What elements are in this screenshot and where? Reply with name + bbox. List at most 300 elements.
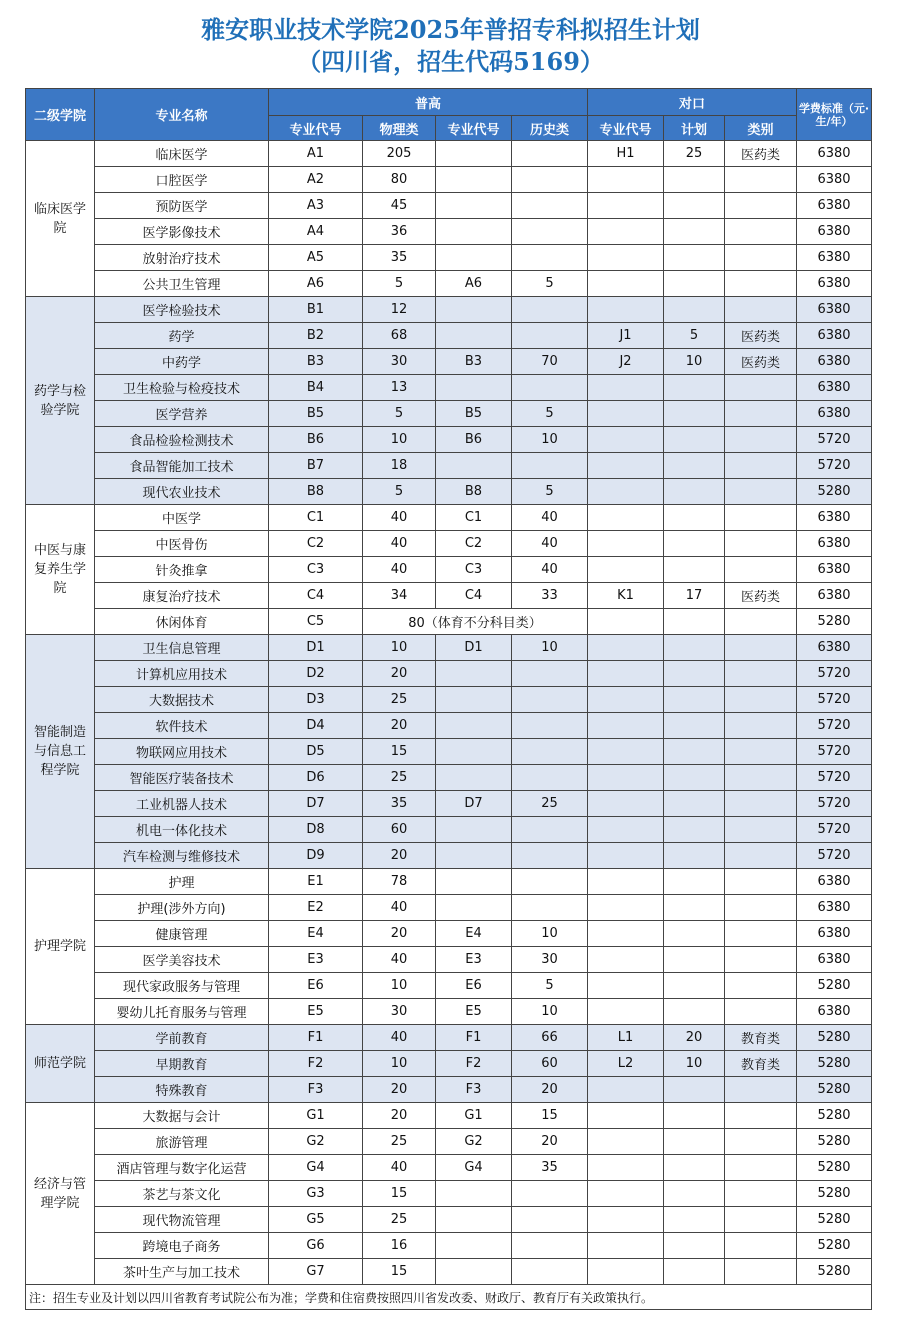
code-history-cell: C3 (436, 557, 512, 583)
table-row (26, 141, 872, 167)
code-vocational-cell (588, 1103, 664, 1129)
fee-cell: 5720 (797, 765, 872, 791)
major-cell: 特殊教育 (95, 1077, 269, 1103)
category-cell (725, 713, 797, 739)
plan-cell (664, 661, 725, 687)
plan-cell (664, 739, 725, 765)
plan-cell (664, 973, 725, 999)
code-vocational-cell (588, 453, 664, 479)
fee-cell: 5280 (797, 1051, 872, 1077)
fee-cell: 6380 (797, 323, 872, 349)
physics-cell: 10 (363, 427, 436, 453)
plan-cell (664, 1077, 725, 1103)
physics-cell: 18 (363, 453, 436, 479)
fee-cell: 5280 (797, 1129, 872, 1155)
history-cell (512, 297, 588, 323)
code-history-cell (436, 193, 512, 219)
header-major: 专业名称 (95, 89, 269, 141)
code-vocational-cell (588, 1207, 664, 1233)
category-cell (725, 895, 797, 921)
category-cell: 教育类 (725, 1025, 797, 1051)
physics-cell: 35 (363, 245, 436, 271)
code-physics-cell: B6 (269, 427, 363, 453)
plan-cell: 25 (664, 141, 725, 167)
college-cell: 药学与检验学院 (26, 297, 95, 505)
physics-cell: 5 (363, 479, 436, 505)
code-physics-cell: D1 (269, 635, 363, 661)
plan-cell (664, 427, 725, 453)
code-history-cell (436, 895, 512, 921)
code-vocational-cell (588, 1259, 664, 1285)
plan-cell (664, 921, 725, 947)
page-title: 雅安职业技术学院2025年普招专科拟招生计划 (201, 15, 700, 44)
history-cell: 15 (512, 1103, 588, 1129)
history-cell (512, 869, 588, 895)
plan-cell (664, 687, 725, 713)
code-history-cell: F1 (436, 1025, 512, 1051)
code-history-cell (436, 1181, 512, 1207)
code-vocational-cell (588, 531, 664, 557)
history-cell (512, 843, 588, 869)
history-cell (512, 375, 588, 401)
plan-cell: 20 (664, 1025, 725, 1051)
fee-cell: 6380 (797, 297, 872, 323)
table-row (26, 661, 872, 687)
fee-cell: 5280 (797, 1025, 872, 1051)
physics-cell: 78 (363, 869, 436, 895)
fee-cell: 5280 (797, 1155, 872, 1181)
code-vocational-cell (588, 609, 664, 635)
history-cell: 40 (512, 557, 588, 583)
plan-cell: 5 (664, 323, 725, 349)
code-vocational-cell (588, 635, 664, 661)
fee-cell: 5720 (797, 817, 872, 843)
code-physics-cell: A6 (269, 271, 363, 297)
fee-cell: 6380 (797, 999, 872, 1025)
physics-cell: 20 (363, 713, 436, 739)
plan-cell (664, 999, 725, 1025)
history-cell (512, 141, 588, 167)
history-cell (512, 323, 588, 349)
code-history-cell (436, 1233, 512, 1259)
code-physics-cell: E1 (269, 869, 363, 895)
table-row (26, 999, 872, 1025)
plan-cell (664, 479, 725, 505)
college-cell: 中医与康复养生学院 (26, 505, 95, 635)
physics-cell: 40 (363, 1155, 436, 1181)
code-physics-cell: F1 (269, 1025, 363, 1051)
category-cell (725, 661, 797, 687)
table-row (26, 843, 872, 869)
code-vocational-cell (588, 687, 664, 713)
physics-cell: 5 (363, 271, 436, 297)
history-cell: 33 (512, 583, 588, 609)
header-code-vocational: 专业代号 (588, 116, 664, 141)
code-history-cell: F3 (436, 1077, 512, 1103)
table-row (26, 349, 872, 375)
category-cell (725, 531, 797, 557)
code-history-cell: D1 (436, 635, 512, 661)
code-history-cell: F2 (436, 1051, 512, 1077)
history-cell: 5 (512, 271, 588, 297)
code-history-cell: B5 (436, 401, 512, 427)
plan-cell (664, 713, 725, 739)
plan-cell (664, 895, 725, 921)
code-physics-cell: C4 (269, 583, 363, 609)
code-vocational-cell: J1 (588, 323, 664, 349)
fee-cell: 6380 (797, 349, 872, 375)
code-history-cell (436, 375, 512, 401)
major-cell: 现代农业技术 (95, 479, 269, 505)
header-code-physics: 专业代号 (269, 116, 363, 141)
college-cell: 师范学院 (26, 1025, 95, 1103)
category-cell (725, 297, 797, 323)
physics-cell: 20 (363, 921, 436, 947)
code-physics-cell: A3 (269, 193, 363, 219)
history-cell (512, 1181, 588, 1207)
code-physics-cell: G4 (269, 1155, 363, 1181)
code-vocational-cell (588, 1129, 664, 1155)
header-fee: 学费标准（元·生/年） (797, 89, 872, 141)
category-cell (725, 791, 797, 817)
history-cell: 30 (512, 947, 588, 973)
code-physics-cell: E5 (269, 999, 363, 1025)
category-cell (725, 1181, 797, 1207)
code-history-cell (436, 1259, 512, 1285)
major-cell: 茶叶生产与加工技术 (95, 1259, 269, 1285)
major-cell: 康复治疗技术 (95, 583, 269, 609)
table-row (26, 973, 872, 999)
table-body (26, 141, 872, 1310)
code-physics-cell: C5 (269, 609, 363, 635)
code-history-cell (436, 765, 512, 791)
plan-cell (664, 401, 725, 427)
code-vocational-cell (588, 479, 664, 505)
code-history-cell (436, 843, 512, 869)
physics-cell: 25 (363, 765, 436, 791)
page-subtitle: （四川省，招生代码5169） (297, 47, 604, 76)
plan-cell (664, 1259, 725, 1285)
major-cell: 临床医学 (95, 141, 269, 167)
plan-cell (664, 765, 725, 791)
history-cell: 40 (512, 505, 588, 531)
code-history-cell (436, 219, 512, 245)
fee-cell: 6380 (797, 869, 872, 895)
plan-cell (664, 297, 725, 323)
physics-cell: 25 (363, 1129, 436, 1155)
table-row (26, 947, 872, 973)
code-history-cell: A6 (436, 271, 512, 297)
code-physics-cell: D8 (269, 817, 363, 843)
table-row (26, 1259, 872, 1285)
category-cell (725, 999, 797, 1025)
code-history-cell: B3 (436, 349, 512, 375)
history-cell (512, 219, 588, 245)
code-physics-cell: D9 (269, 843, 363, 869)
table-row (26, 1181, 872, 1207)
plan-cell (664, 245, 725, 271)
history-cell (512, 1233, 588, 1259)
table-row (26, 219, 872, 245)
physics-cell: 40 (363, 1025, 436, 1051)
fee-cell: 6380 (797, 505, 872, 531)
code-vocational-cell (588, 505, 664, 531)
code-vocational-cell (588, 193, 664, 219)
major-cell: 放射治疗技术 (95, 245, 269, 271)
table-row (26, 1207, 872, 1233)
code-vocational-cell (588, 1233, 664, 1259)
table-row (26, 583, 872, 609)
major-cell: 中医骨伤 (95, 531, 269, 557)
code-history-cell (436, 817, 512, 843)
category-cell (725, 1129, 797, 1155)
plan-cell (664, 947, 725, 973)
table-row (26, 921, 872, 947)
major-cell: 机电一体化技术 (95, 817, 269, 843)
table-row (26, 271, 872, 297)
history-cell: 5 (512, 973, 588, 999)
plan-cell (664, 791, 725, 817)
code-history-cell: G4 (436, 1155, 512, 1181)
code-vocational-cell: L2 (588, 1051, 664, 1077)
table-row (26, 1103, 872, 1129)
history-cell (512, 453, 588, 479)
college-cell: 智能制造与信息工程学院 (26, 635, 95, 869)
fee-cell: 5280 (797, 1077, 872, 1103)
code-history-cell (436, 687, 512, 713)
plan-cell: 17 (664, 583, 725, 609)
history-cell: 66 (512, 1025, 588, 1051)
major-cell: 医学检验技术 (95, 297, 269, 323)
major-cell: 中医学 (95, 505, 269, 531)
table-row (26, 765, 872, 791)
major-cell: 口腔医学 (95, 167, 269, 193)
code-history-cell: C4 (436, 583, 512, 609)
physics-cell: 30 (363, 999, 436, 1025)
header-general: 普高 (269, 89, 588, 116)
code-vocational-cell (588, 297, 664, 323)
physics-cell: 80 (363, 167, 436, 193)
fee-cell: 6380 (797, 193, 872, 219)
physics-cell: 25 (363, 687, 436, 713)
college-cell: 经济与管理学院 (26, 1103, 95, 1285)
code-vocational-cell (588, 921, 664, 947)
category-cell (725, 869, 797, 895)
plan-cell (664, 843, 725, 869)
table-row (26, 557, 872, 583)
footnote: 注：招生专业及计划以四川省教育考试院公布为准；学费和住宿费按照四川省发改委、财政厅、教育厅有关政策执行。 (26, 1285, 872, 1310)
category-cell (725, 843, 797, 869)
history-cell (512, 765, 588, 791)
category-cell (725, 245, 797, 271)
table-row (26, 791, 872, 817)
table-row (26, 1077, 872, 1103)
physics-cell: 40 (363, 557, 436, 583)
code-physics-cell: B8 (269, 479, 363, 505)
fee-cell: 5720 (797, 427, 872, 453)
note-row (26, 1285, 872, 1310)
plan-cell (664, 375, 725, 401)
physics-cell: 10 (363, 1051, 436, 1077)
major-cell: 工业机器人技术 (95, 791, 269, 817)
physics-cell: 36 (363, 219, 436, 245)
physics-cell: 35 (363, 791, 436, 817)
physics-cell: 68 (363, 323, 436, 349)
code-vocational-cell (588, 999, 664, 1025)
code-physics-cell: G3 (269, 1181, 363, 1207)
fee-cell: 5280 (797, 609, 872, 635)
physics-cell: 60 (363, 817, 436, 843)
category-cell (725, 453, 797, 479)
physics-cell: 12 (363, 297, 436, 323)
code-physics-cell: B2 (269, 323, 363, 349)
history-cell: 20 (512, 1077, 588, 1103)
table-row (26, 1233, 872, 1259)
table-row (26, 817, 872, 843)
table-row (26, 479, 872, 505)
table-row (26, 1155, 872, 1181)
code-vocational-cell (588, 791, 664, 817)
college-cell: 临床医学院 (26, 141, 95, 297)
category-cell: 教育类 (725, 1051, 797, 1077)
code-physics-cell: B1 (269, 297, 363, 323)
category-cell (725, 1155, 797, 1181)
history-cell: 5 (512, 401, 588, 427)
plan-cell (664, 635, 725, 661)
history-cell: 10 (512, 999, 588, 1025)
code-history-cell: C2 (436, 531, 512, 557)
physics-cell: 40 (363, 505, 436, 531)
code-physics-cell: E3 (269, 947, 363, 973)
table-row (26, 687, 872, 713)
fee-cell: 6380 (797, 245, 872, 271)
table-row (26, 505, 872, 531)
fee-cell: 6380 (797, 635, 872, 661)
plan-cell (664, 1155, 725, 1181)
code-physics-cell: E6 (269, 973, 363, 999)
table-row (26, 713, 872, 739)
code-history-cell: G1 (436, 1103, 512, 1129)
table-row (26, 427, 872, 453)
code-history-cell (436, 245, 512, 271)
table-row (26, 1025, 872, 1051)
fee-cell: 5280 (797, 1259, 872, 1285)
category-cell: 医药类 (725, 349, 797, 375)
history-cell (512, 245, 588, 271)
code-physics-cell: D2 (269, 661, 363, 687)
plan-cell (664, 609, 725, 635)
major-cell: 学前教育 (95, 1025, 269, 1051)
history-cell: 35 (512, 1155, 588, 1181)
code-history-cell (436, 167, 512, 193)
category-cell (725, 1259, 797, 1285)
fee-cell: 6380 (797, 921, 872, 947)
code-history-cell (436, 713, 512, 739)
category-cell (725, 479, 797, 505)
history-cell (512, 713, 588, 739)
fee-cell: 6380 (797, 557, 872, 583)
physics-cell: 20 (363, 1103, 436, 1129)
fee-cell: 6380 (797, 141, 872, 167)
physics-cell: 20 (363, 1077, 436, 1103)
category-cell (725, 219, 797, 245)
history-cell: 40 (512, 531, 588, 557)
fee-cell: 5280 (797, 973, 872, 999)
code-vocational-cell (588, 557, 664, 583)
table-row (26, 297, 872, 323)
table-row (26, 635, 872, 661)
fee-cell: 6380 (797, 375, 872, 401)
history-cell (512, 895, 588, 921)
code-history-cell (436, 661, 512, 687)
physics-cell: 20 (363, 843, 436, 869)
code-physics-cell: B5 (269, 401, 363, 427)
history-cell: 10 (512, 635, 588, 661)
major-cell: 医学营养 (95, 401, 269, 427)
code-physics-cell: A1 (269, 141, 363, 167)
plan-cell (664, 1181, 725, 1207)
physics-cell: 15 (363, 739, 436, 765)
category-cell (725, 973, 797, 999)
code-vocational-cell (588, 713, 664, 739)
code-physics-cell: D6 (269, 765, 363, 791)
fee-cell: 5280 (797, 1181, 872, 1207)
category-cell (725, 193, 797, 219)
plan-cell (664, 531, 725, 557)
code-vocational-cell (588, 947, 664, 973)
history-cell: 25 (512, 791, 588, 817)
physics-cell: 45 (363, 193, 436, 219)
table-row (26, 323, 872, 349)
major-cell: 健康管理 (95, 921, 269, 947)
code-vocational-cell (588, 1077, 664, 1103)
history-cell: 10 (512, 921, 588, 947)
code-physics-cell: A2 (269, 167, 363, 193)
college-cell: 护理学院 (26, 869, 95, 1025)
code-physics-cell: D7 (269, 791, 363, 817)
history-cell (512, 687, 588, 713)
code-vocational-cell (588, 739, 664, 765)
physics-cell: 10 (363, 635, 436, 661)
fee-cell: 5280 (797, 1103, 872, 1129)
physics-cell: 40 (363, 531, 436, 557)
plan-cell (664, 1103, 725, 1129)
table-row (26, 245, 872, 271)
plan-cell (664, 869, 725, 895)
code-history-cell: B8 (436, 479, 512, 505)
category-cell (725, 557, 797, 583)
code-history-cell (436, 141, 512, 167)
code-physics-cell: A4 (269, 219, 363, 245)
physics-cell: 40 (363, 947, 436, 973)
code-physics-cell: G1 (269, 1103, 363, 1129)
code-history-cell: G2 (436, 1129, 512, 1155)
code-history-cell: E4 (436, 921, 512, 947)
category-cell (725, 609, 797, 635)
major-cell: 智能医疗装备技术 (95, 765, 269, 791)
history-cell: 5 (512, 479, 588, 505)
code-history-cell (436, 1207, 512, 1233)
fee-cell: 6380 (797, 401, 872, 427)
table-row (26, 1051, 872, 1077)
history-cell (512, 193, 588, 219)
history-cell: 20 (512, 1129, 588, 1155)
major-cell: 现代家政服务与管理 (95, 973, 269, 999)
fee-cell: 6380 (797, 583, 872, 609)
code-history-cell: D7 (436, 791, 512, 817)
table-row (26, 167, 872, 193)
physics-cell: 5 (363, 401, 436, 427)
